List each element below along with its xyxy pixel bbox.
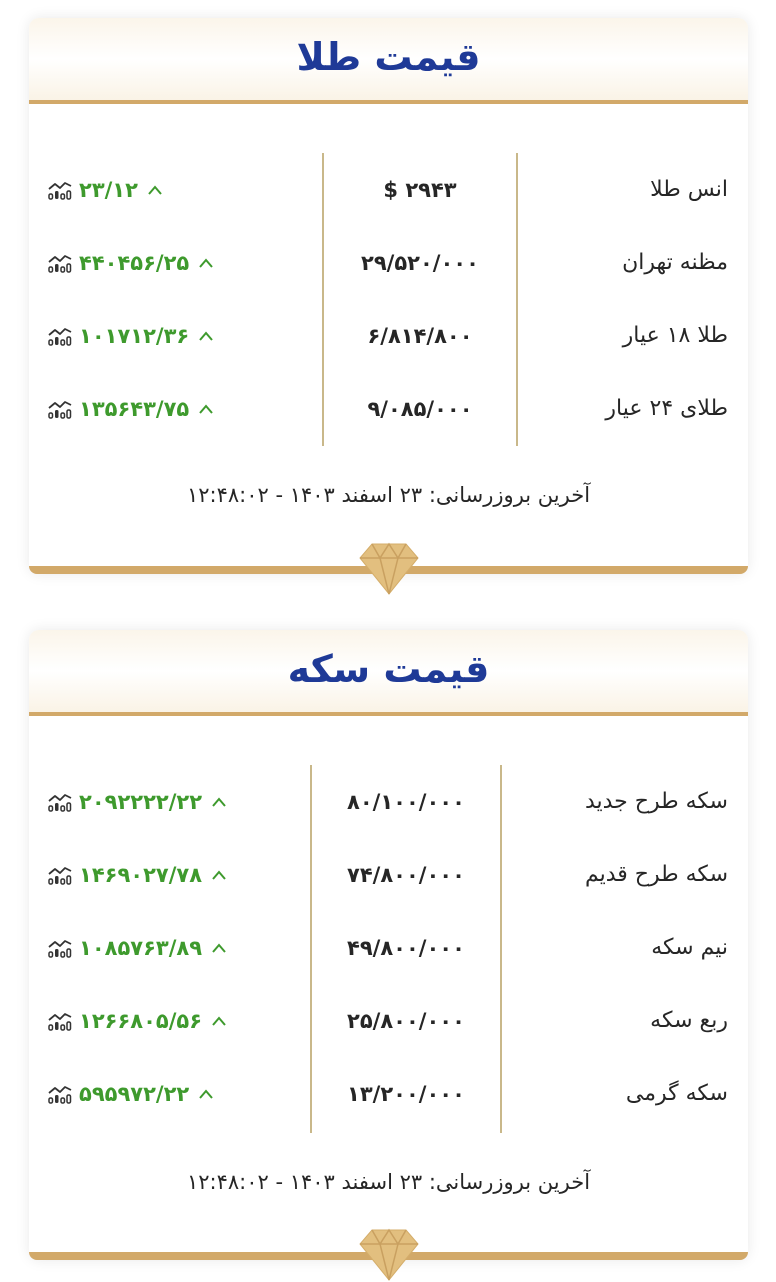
change-value: ۴۴۰۴۵۶/۲۵ <box>79 250 190 275</box>
chevron-up-icon <box>148 185 162 195</box>
item-change <box>47 397 213 421</box>
item-name: انس طلا <box>650 177 728 202</box>
chevron-up-icon <box>212 943 226 953</box>
item-name: طلای ۲۴ عیار <box>605 396 728 421</box>
chart-bars-trend-icon[interactable] <box>47 792 73 812</box>
card-header <box>29 630 748 716</box>
item-price: ۹/۰۸۵/۰۰۰ <box>367 396 473 421</box>
item-price: ۴۹/۸۰۰/۰۰۰ <box>347 935 465 960</box>
item-change <box>47 790 226 814</box>
chevron-up-icon <box>199 1089 213 1099</box>
change-value: ۱۳۵۶۴۳/۷۵ <box>79 396 190 421</box>
change-value: ۲۰۹۲۲۲۲/۲۲ <box>79 789 203 814</box>
table-row <box>29 838 748 911</box>
item-price: ۱۳/۲۰۰/۰۰۰ <box>347 1081 465 1106</box>
coin-price-card <box>29 630 748 1260</box>
item-price: ۷۴/۸۰۰/۰۰۰ <box>347 862 465 887</box>
table-row <box>29 765 748 838</box>
card-footer-bar <box>29 566 748 574</box>
last-update-text: آخرین بروزرسانی: ۲۳ اسفند ۱۴۰۳ - ۱۲:۴۸:۰۲ <box>186 483 591 507</box>
chart-bars-trend-icon[interactable] <box>47 253 73 273</box>
chart-bars-trend-icon[interactable] <box>47 865 73 885</box>
item-price: ۶/۸۱۴/۸۰۰ <box>367 323 473 348</box>
item-change <box>47 178 162 202</box>
chevron-up-icon <box>212 797 226 807</box>
card-footer-bar <box>29 1252 748 1260</box>
chevron-up-icon <box>199 404 213 414</box>
chart-bars-trend-icon[interactable] <box>47 326 73 346</box>
chart-bars-trend-icon[interactable] <box>47 180 73 200</box>
item-price: ۲۹/۵۲۰/۰۰۰ <box>361 250 479 275</box>
item-price: $ ۲۹۴۳ <box>383 177 457 202</box>
item-change <box>47 863 226 887</box>
chevron-up-icon <box>199 258 213 268</box>
chart-bars-trend-icon[interactable] <box>47 399 73 419</box>
item-change <box>47 324 213 348</box>
table-row <box>29 153 748 226</box>
last-update-text: آخرین بروزرسانی: ۲۳ اسفند ۱۴۰۳ - ۱۲:۴۸:۰۲ <box>186 1170 591 1194</box>
chevron-up-icon <box>199 331 213 341</box>
table-row <box>29 1057 748 1130</box>
change-value: ۲۳/۱۲ <box>79 177 138 202</box>
chart-bars-trend-icon[interactable] <box>47 938 73 958</box>
table-row <box>29 299 748 372</box>
card-header <box>29 18 748 104</box>
item-name: سکه طرح قدیم <box>584 862 728 887</box>
table-row <box>29 226 748 299</box>
gold-price-card <box>29 18 748 574</box>
chevron-up-icon <box>212 870 226 880</box>
change-value: ۵۹۵۹۷۲/۲۲ <box>79 1081 190 1106</box>
item-name: مظنه تهران <box>622 250 728 275</box>
change-value: ۱۰۸۵۷۶۳/۸۹ <box>79 935 203 960</box>
table-row <box>29 911 748 984</box>
card-title: قیمت سکه <box>287 647 490 691</box>
chart-bars-trend-icon[interactable] <box>47 1084 73 1104</box>
diamond-icon <box>358 540 420 596</box>
item-price: ۲۵/۸۰۰/۰۰۰ <box>347 1008 465 1033</box>
item-name: سکه طرح جدید <box>584 789 728 814</box>
chart-bars-trend-icon[interactable] <box>47 1011 73 1031</box>
change-value: ۱۴۶۹۰۲۷/۷۸ <box>79 862 203 887</box>
price-table <box>29 765 748 1130</box>
diamond-icon <box>358 1226 420 1282</box>
item-change <box>47 251 213 275</box>
change-value: ۱۰۱۷۱۲/۳۶ <box>79 323 190 348</box>
price-table <box>29 153 748 445</box>
table-row <box>29 372 748 445</box>
item-name: سکه گرمی <box>625 1081 728 1106</box>
item-change <box>47 936 226 960</box>
table-row <box>29 984 748 1057</box>
item-change <box>47 1082 213 1106</box>
item-name: نیم سکه <box>651 935 728 960</box>
chevron-up-icon <box>212 1016 226 1026</box>
card-title: قیمت طلا <box>296 35 481 79</box>
item-price: ۸۰/۱۰۰/۰۰۰ <box>347 789 465 814</box>
change-value: ۱۲۶۶۸۰۵/۵۶ <box>79 1008 203 1033</box>
item-change <box>47 1009 226 1033</box>
item-name: طلا ۱۸ عیار <box>622 323 728 348</box>
item-name: ربع سکه <box>650 1008 728 1033</box>
